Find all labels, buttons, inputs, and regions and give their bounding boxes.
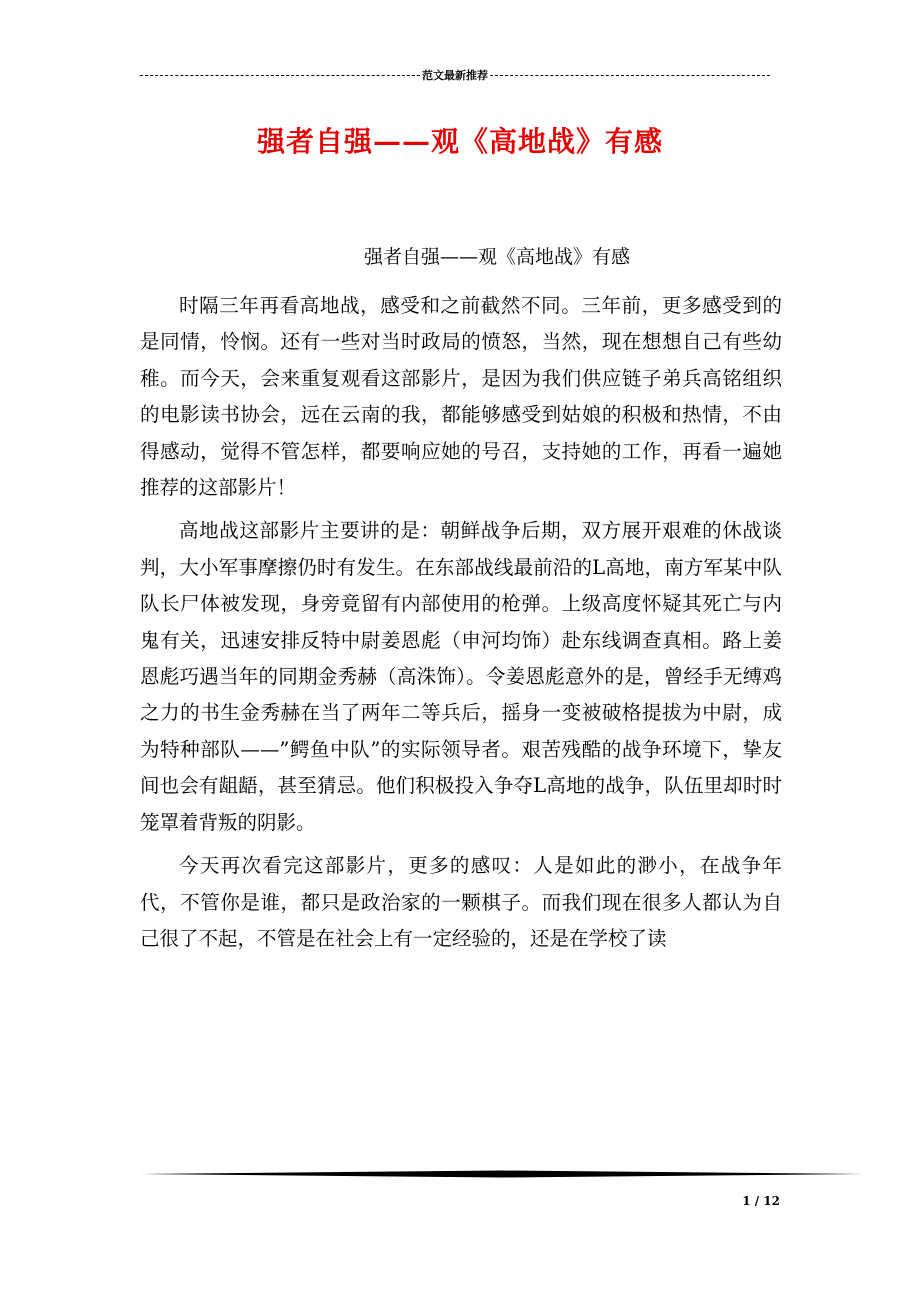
paragraph: 高地战这部影片主要讲的是：朝鲜战争后期，双方展开艰难的休战谈判，大小军事摩擦仍时有发生。在东部战线最前沿的L高地，南方军某中队队长尸体被发现，身旁竟留有内部使用的枪弹。上级高度怀疑其死亡与内鬼有关，迅速安排反特中尉姜恩彪（申河均饰）赴东线调查真相。路上姜恩彪巧遇当年的同期金秀赫（高洙饰）。令姜恩彪意外的是，曾经手无缚鸡之力的书生金秀赫在当了两年二等兵后，摇身一变被破格提拔为中尉，成为特种部队——”鳄鱼中队”的实际领导者。艰苦残酷的战争环境下，挚友间也会有龃龉，甚至猜忌。他们积极投入争夺L高地的战争，队伍里却时时笼罩着背叛的阴影。 [140, 519, 782, 834]
paragraph: 时隔三年再看高地战，感受和之前截然不同。三年前，更多感受到的是同情，怜悯。还有一些对当时政局的愤怒，当然，现在想想自己有些幼稚。而今天，会来重复观看这部影片，是因为我们供应链子弟兵高铭组织的电影读书协会，远在云南的我，都能够感受到姑娘的积极和热情，不由得感动，觉得不管怎样，都要响应她的号召，支持她的工作，再看一遍她推荐的这部影片！ [140, 294, 782, 500]
header-dash-left [140, 75, 420, 76]
page-header [140, 68, 770, 82]
footer-rule [140, 1170, 864, 1178]
article-body [140, 288, 782, 957]
header-dash-right [490, 75, 770, 76]
article-subtitle: 强者自强——观《高地战》有感 [363, 246, 630, 268]
paragraph: 今天再次看完这部影片，更多的感叹：人是如此的渺小，在战争年代，不管你是谁，都只是政治家的一颗棋子。而我们现在很多人都认为自己很了不起，不管是在社会上有一定经验的，还是在学校了读 [140, 854, 782, 950]
document-title: 强者自强——观《高地战》有感 [256, 125, 663, 158]
page-number: 1 / 12 [742, 1194, 780, 1208]
header-label: 范文最新推荐 [422, 69, 488, 82]
